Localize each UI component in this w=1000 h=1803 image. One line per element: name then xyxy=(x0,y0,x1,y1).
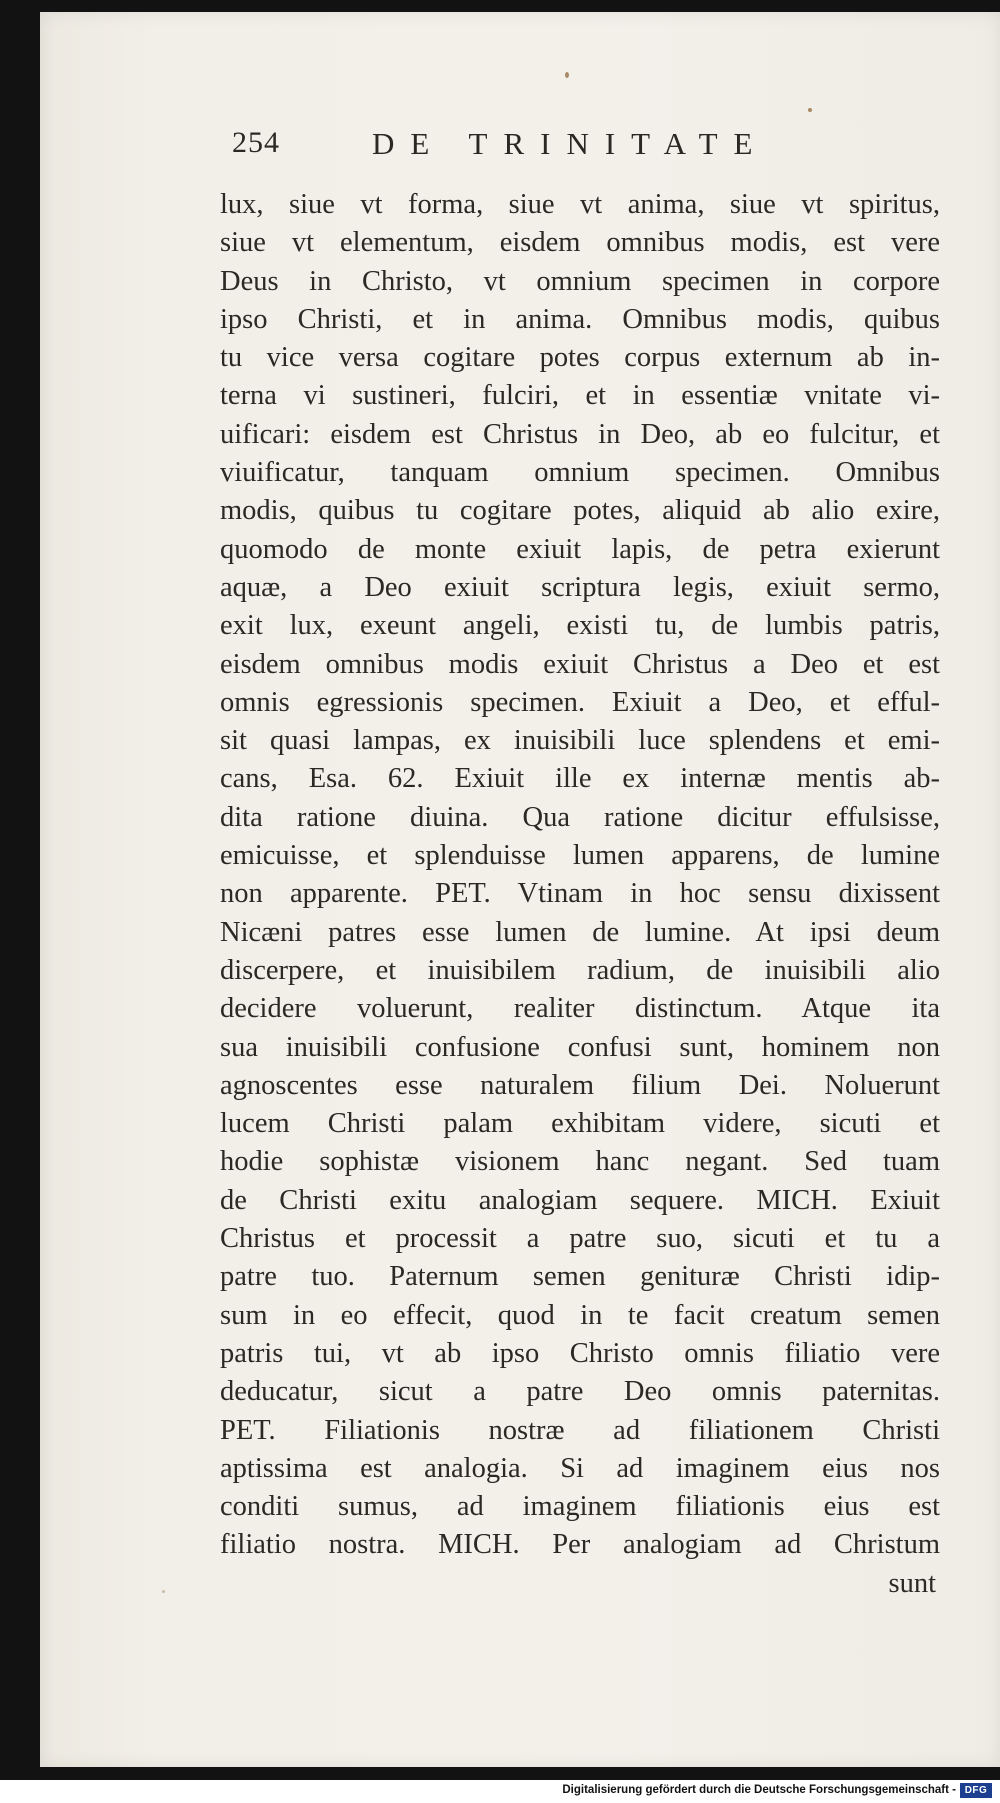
text-line: PET. Filiationis nostræ ad filiationem Christi xyxy=(220,1414,940,1446)
text-line: modis, quibus tu cogitare potes, aliquid ab alio exire, xyxy=(220,495,940,527)
text-line: exit lux, exeunt angeli, existi tu, de lumbis patris, xyxy=(220,610,940,642)
catchword: sunt xyxy=(888,1567,936,1599)
text-line: aquæ, a Deo exiuit scriptura legis, exiuit sermo, xyxy=(220,571,940,603)
text-line: agnoscentes esse naturalem filium Dei. Noluerunt xyxy=(220,1069,940,1101)
text-line: quomodo de monte exiuit lapis, de petra exierunt xyxy=(220,533,940,565)
text-line: decidere voluerunt, realiter distinctum. Atque ita xyxy=(220,993,940,1025)
body-text xyxy=(220,186,940,1603)
text-line: eisdem omnibus modis exiuit Christus a Deo et est xyxy=(220,648,940,680)
text-line: Nicæni patres esse lumen de lumine. At ipsi deum xyxy=(220,916,940,948)
text-line: sum in eo effecit, quod in te facit creatum semen xyxy=(220,1299,940,1331)
ink-speck xyxy=(162,1590,165,1593)
text-line: uificari: eisdem est Christus in Deo, ab eo fulcitur, et xyxy=(220,418,940,450)
text-line: terna vi sustineri, fulciri, et in essentiæ vnitate vi- xyxy=(220,380,940,412)
text-line: Deus in Christo, vt omnium specimen in corpore xyxy=(220,265,940,297)
text-line: viuificatur, tanquam omnium specimen. Omnibus xyxy=(220,457,940,489)
text-line: lucem Christi palam exhibitam videre, sicuti et xyxy=(220,1108,940,1140)
text-line: dita ratione diuina. Qua ratione dicitur effulsisse, xyxy=(220,801,940,833)
text-line: deducatur, sicut a patre Deo omnis paternitas. xyxy=(220,1376,940,1408)
running-title: DE TRINITATE xyxy=(372,126,769,161)
dfg-logo: DFG xyxy=(960,1783,992,1798)
text-line: tu vice versa cogitare potes corpus externum ab in- xyxy=(220,342,940,374)
text-line: lux, siue vt forma, siue vt anima, siue vt spiritus, xyxy=(220,189,940,220)
ink-speck xyxy=(565,72,569,78)
footer-bar xyxy=(0,1780,1000,1803)
text-line: sua inuisibili confusione confusi sunt, hominem non xyxy=(220,1031,940,1063)
text-line: aptissima est analogia. Si ad imaginem eius nos xyxy=(220,1452,940,1484)
text-line: siue vt elementum, eisdem omnibus modis, est vere xyxy=(220,227,940,259)
text-line: hodie sophistæ visionem hanc negant. Sed tuam xyxy=(220,1146,940,1178)
text-line: non apparente. PET. Vtinam in hoc sensu dixissent xyxy=(220,878,940,910)
text-line: patre tuo. Paternum semen genituræ Christi idip- xyxy=(220,1261,940,1293)
page-header xyxy=(232,126,952,170)
text-line: conditi sumus, ad imaginem filiationis eius est xyxy=(220,1491,940,1523)
text-line: sit quasi lampas, ex inuisibili luce splendens et emi- xyxy=(220,725,940,757)
text-line: omnis egressionis specimen. Exiuit a Deo, et efful- xyxy=(220,686,940,718)
text-line: Christus et processit a patre suo, sicuti et tu a xyxy=(220,1223,940,1255)
text-line: patris tui, vt ab ipso Christo omnis filiatio vere xyxy=(220,1337,940,1369)
text-line: discerpere, et inuisibilem radium, de inuisibili alio xyxy=(220,954,940,986)
text-line: filiatio nostra. MICH. Per analogiam ad Christum xyxy=(220,1529,940,1561)
ink-speck xyxy=(808,108,812,112)
text-line: de Christi exitu analogiam sequere. MICH. Exiuit xyxy=(220,1184,940,1216)
text-line: cans, Esa. 62. Exiuit ille ex internæ mentis ab- xyxy=(220,763,940,795)
text-line: ipso Christi, et in anima. Omnibus modis, quibus xyxy=(220,303,940,335)
page-number: 254 xyxy=(232,126,280,159)
text-line: emicuisse, et splenduisse lumen apparens, de lumine xyxy=(220,840,940,872)
digitization-credit: Digitalisierung gefördert durch die Deutsche Forschungsgemeinschaft - xyxy=(562,1784,956,1796)
